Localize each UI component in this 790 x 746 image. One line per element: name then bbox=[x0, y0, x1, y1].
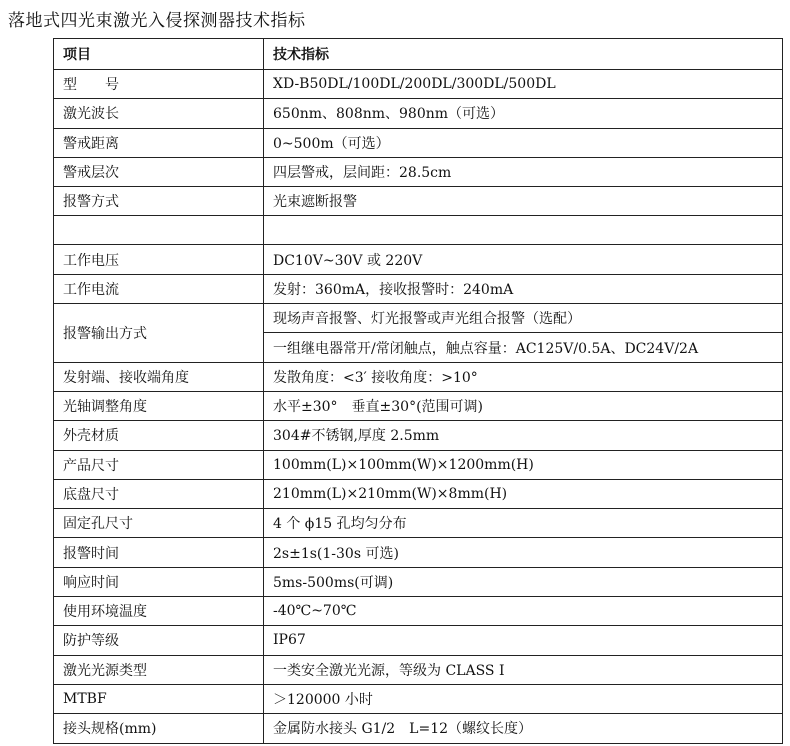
table-row bbox=[54, 567, 783, 596]
row-value: 0~500m（可选） bbox=[264, 128, 783, 157]
row-value: 一组继电器常开/常闭触点，触点容量：AC125V/0.5A、DC24V/2A bbox=[264, 333, 783, 362]
table-row bbox=[54, 538, 783, 567]
row-label: 接头规格(mm) bbox=[54, 714, 264, 743]
row-label: 报警方式 bbox=[54, 187, 264, 216]
table-row bbox=[54, 304, 783, 333]
row-value: 发射：360mA，接收报警时：240mA bbox=[264, 274, 783, 303]
row-label: 报警输出方式 bbox=[54, 304, 264, 363]
row-label: 工作电流 bbox=[54, 274, 264, 303]
row-label: 底盘尺寸 bbox=[54, 479, 264, 508]
table-header-row bbox=[54, 39, 783, 70]
row-value: 一类安全激光光源，等级为 CLASS Ⅰ bbox=[264, 655, 783, 684]
row-label: 产品尺寸 bbox=[54, 450, 264, 479]
row-value: 650nm、808nm、980nm（可选） bbox=[264, 99, 783, 128]
table-row bbox=[54, 99, 783, 128]
table-row bbox=[54, 391, 783, 420]
row-label: 激光光源类型 bbox=[54, 655, 264, 684]
row-label: 激光波长 bbox=[54, 99, 264, 128]
row-label bbox=[54, 216, 264, 245]
table-row bbox=[54, 655, 783, 684]
table-row bbox=[54, 509, 783, 538]
row-label: MTBF bbox=[54, 684, 264, 713]
table-row bbox=[54, 714, 783, 743]
row-value: 四层警戒，层间距：28.5cm bbox=[264, 157, 783, 186]
row-value: 水平±30° 垂直±30°(范围可调) bbox=[264, 391, 783, 420]
row-value: 发散角度：<3′ 接收角度：>10° bbox=[264, 362, 783, 391]
row-value: 210mm(L)×210mm(W)×8mm(H) bbox=[264, 479, 783, 508]
row-label: 使用环境温度 bbox=[54, 597, 264, 626]
table-row bbox=[54, 245, 783, 274]
table-row bbox=[54, 479, 783, 508]
spec-table bbox=[53, 38, 783, 744]
row-label: 警戒层次 bbox=[54, 157, 264, 186]
row-label: 外壳材质 bbox=[54, 421, 264, 450]
row-label: 固定孔尺寸 bbox=[54, 509, 264, 538]
row-value bbox=[264, 216, 783, 245]
table-row bbox=[54, 70, 783, 99]
row-label: 光轴调整角度 bbox=[54, 391, 264, 420]
row-label: 型 号 bbox=[54, 70, 264, 99]
table-row bbox=[54, 274, 783, 303]
table-row bbox=[54, 216, 783, 245]
row-value: 现场声音报警、灯光报警或声光组合报警（选配） bbox=[264, 304, 783, 333]
header-spec: 技术指标 bbox=[264, 39, 783, 70]
table-row bbox=[54, 187, 783, 216]
row-value: 100mm(L)×100mm(W)×1200mm(H) bbox=[264, 450, 783, 479]
table-row bbox=[54, 626, 783, 655]
table-row bbox=[54, 362, 783, 391]
row-value: 2s±1s(1-30s 可选) bbox=[264, 538, 783, 567]
row-value: -40℃~70℃ bbox=[264, 597, 783, 626]
row-label: 警戒距离 bbox=[54, 128, 264, 157]
table-row bbox=[54, 597, 783, 626]
row-label: 工作电压 bbox=[54, 245, 264, 274]
row-label: 响应时间 bbox=[54, 567, 264, 596]
row-value: XD-B50DL/100DL/200DL/300DL/500DL bbox=[264, 70, 783, 99]
row-label: 防护等级 bbox=[54, 626, 264, 655]
row-value: 304#不锈钢,厚度 2.5mm bbox=[264, 421, 783, 450]
row-value: 4 个 ϕ15 孔均匀分布 bbox=[264, 509, 783, 538]
table-row bbox=[54, 128, 783, 157]
row-label: 报警时间 bbox=[54, 538, 264, 567]
row-value: 光束遮断报警 bbox=[264, 187, 783, 216]
page-title: 落地式四光束激光入侵探测器技术指标 bbox=[8, 11, 306, 31]
header-item: 项目 bbox=[54, 39, 264, 70]
row-value: 5ms-500ms(可调) bbox=[264, 567, 783, 596]
row-value: IP67 bbox=[264, 626, 783, 655]
row-value: 金属防水接头 G1/2 L=12（螺纹长度） bbox=[264, 714, 783, 743]
table-row bbox=[54, 421, 783, 450]
row-value: ＞120000 小时 bbox=[264, 684, 783, 713]
row-label: 发射端、接收端角度 bbox=[54, 362, 264, 391]
row-value: DC10V~30V 或 220V bbox=[264, 245, 783, 274]
table-row bbox=[54, 684, 783, 713]
table-row bbox=[54, 157, 783, 186]
table-row bbox=[54, 450, 783, 479]
